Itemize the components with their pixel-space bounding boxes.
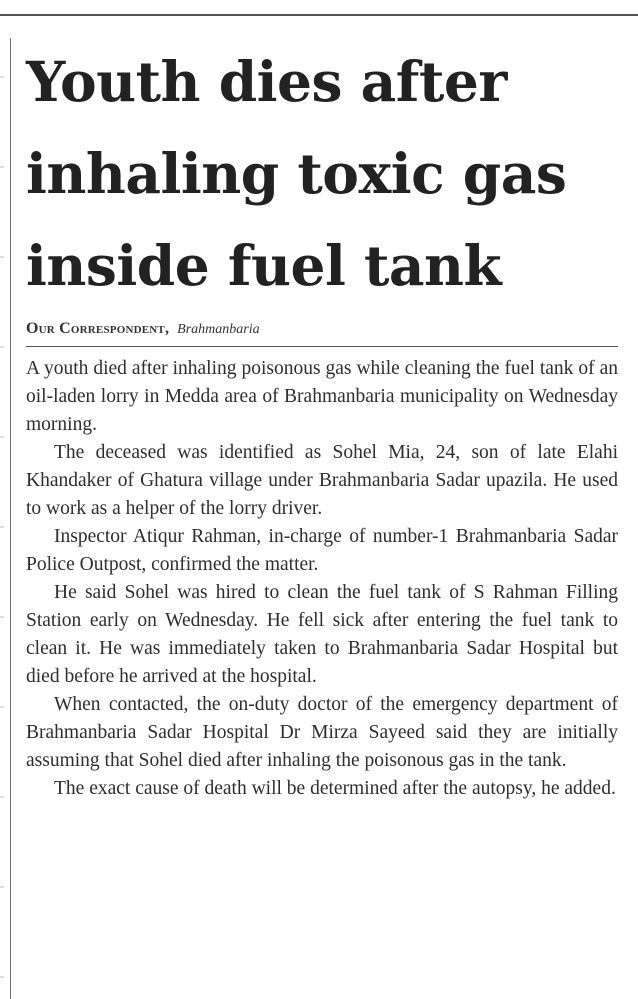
top-rule bbox=[0, 14, 638, 16]
paragraph-4: He said Sohel was hired to clean the fuel tank of S Rahman Filling Station early on Wednesday. He fell sick after entering the fuel tank to clean it. He was immediately taken to Brahmanbaria Sadar Hospital but died before he arrived at the hospital. bbox=[26, 582, 618, 687]
headline-line-2: inhaling toxic gas bbox=[26, 141, 567, 206]
byline bbox=[26, 320, 618, 347]
headline-line-3: inside fuel tank bbox=[26, 233, 502, 298]
article-body bbox=[26, 355, 618, 803]
paragraph-5: When contacted, the on-duty doctor of the emergency department of Brahmanbaria Sadar Hospital Dr Mirza Sayeed said they are initially assuming that Sohel died after inhaling the poisonous gas in the tank. bbox=[26, 694, 618, 771]
news-article bbox=[26, 36, 618, 803]
byline-place: Brahmanbaria bbox=[177, 322, 260, 337]
column-rule bbox=[10, 38, 11, 999]
headline-line-1: Youth dies after bbox=[26, 49, 507, 114]
headline bbox=[26, 36, 618, 312]
paragraph-1: A youth died after inhaling poisonous gas while cleaning the fuel tank of an oil-laden lorry in Medda area of Brahmanbaria municipality on Wednesday morning. bbox=[26, 358, 618, 435]
scan-margin-specks bbox=[0, 40, 4, 990]
paragraph-2: The deceased was identified as Sohel Mia, 24, son of late Elahi Khandaker of Ghatura village under Brahmanbaria Sadar upazila. He used to work as a helper of the lorry driver. bbox=[26, 442, 618, 519]
byline-author: Our Correspondent, bbox=[26, 320, 170, 337]
paragraph-6: The exact cause of death will be determined after the autopsy, he added. bbox=[54, 778, 616, 799]
paragraph-3: Inspector Atiqur Rahman, in-charge of number-1 Brahmanbaria Sadar Police Outpost, confirmed the matter. bbox=[26, 526, 618, 575]
